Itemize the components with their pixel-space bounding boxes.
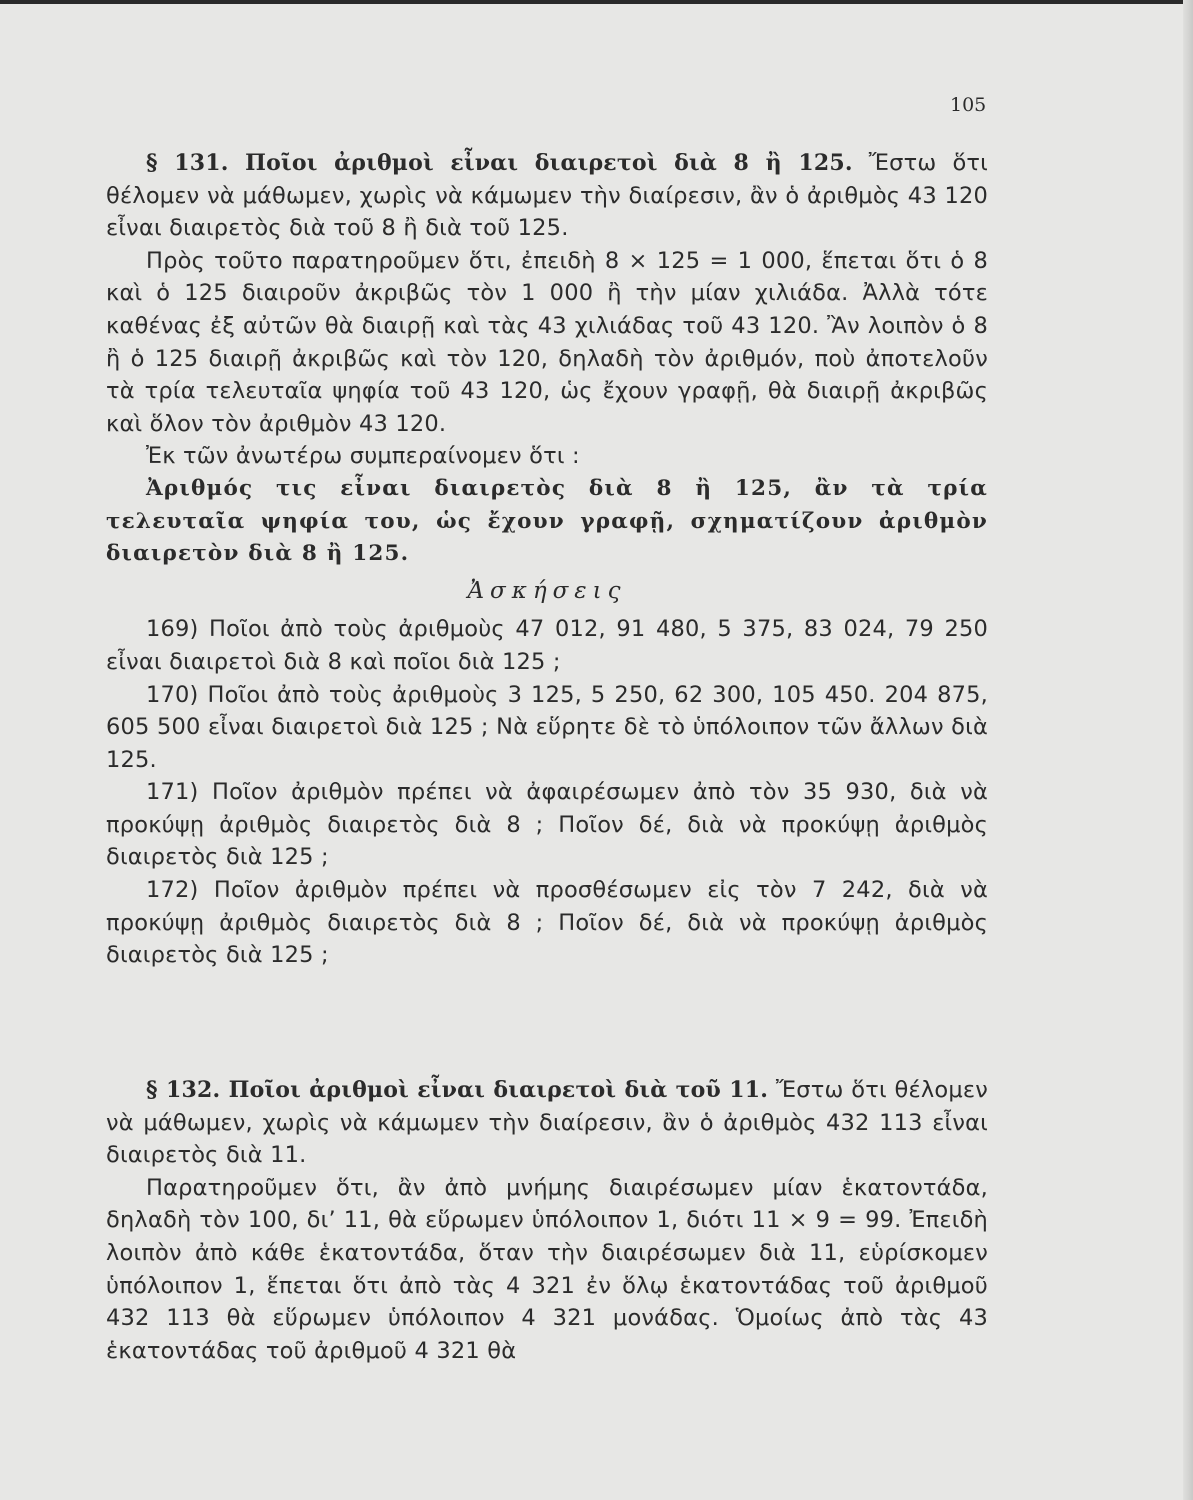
section-132-heading: § 132. Ποῖοι ἀριθμοὶ εἶναι διαιρετοὶ διὰ τοῦ 11. bbox=[146, 1077, 769, 1103]
exercise-170: 170) Ποῖοι ἀπὸ τοὺς ἀριθμοὺς 3 125, 5 250, 62 300, 105 450. 204 875, 605 500 εἶναι διαιρετοὶ διὰ 125 ; Νὰ εὕρητε δὲ τὸ ὑπόλοιπον τῶν ἄλλων διὰ 125. bbox=[106, 681, 988, 773]
exercises-title: Ἀσκήσεις bbox=[467, 577, 627, 604]
section-131 bbox=[106, 147, 988, 972]
section-132-paragraph: Παρατηροῦμεν ὅτι, ἂν ἀπὸ μνήμης διαιρέσωμεν μίαν ἑκατοντάδα, δηλαδὴ τὸν 100, δι’ 11, θὰ εὕρωμεν ὑπόλοιπον 1, διότι 11 × 9 = 99. Ἐπειδὴ λοιπὸν ἀπὸ κάθε ἑκατοντάδα, ὅταν τὴν διαιρέσωμεν διὰ 11, εὑρίσκομεν ὑπόλοιπον 1, ἕπεται ὅτι ἀπὸ τὰς 4 321 ἐν ὅλῳ ἑκατοντάδας τοῦ ἀριθμοῦ 432 113 θὰ εὕρωμεν ὑπόλοιπον 4 321 μονάδας. Ὁμοίως ἀπὸ τὰς 43 ἑκατοντάδας τοῦ ἀριθμοῦ 4 321 θὰ bbox=[106, 1174, 988, 1364]
section-131-intro bbox=[106, 147, 988, 245]
section-131-conclusion: Ἐκ τῶν ἀνωτέρω συμπεραίνομεν ὅτι : bbox=[146, 443, 580, 470]
exercise-169: 169) Ποῖοι ἀπὸ τοὺς ἀριθμοὺς 47 012, 91 480, 5 375, 83 024, 79 250 εἶναι διαιρετοὶ διὰ 8 καὶ ποῖοι διὰ 125 ; bbox=[106, 616, 988, 675]
page-number: 105 bbox=[950, 94, 987, 116]
page-edge-shadow bbox=[1183, 0, 1193, 1500]
section-132-intro bbox=[106, 1074, 988, 1172]
section-132 bbox=[106, 1074, 988, 1367]
exercise-172: 172) Ποῖον ἀριθμὸν πρέπει νὰ προσθέσωμεν εἰς τὸν 7 242, διὰ νὰ προκύψῃ ἀριθμὸς διαιρετὸς διὰ 8 ; Ποῖον δέ, διὰ νὰ προκύψῃ ἀριθμὸς διαιρετὸς διὰ 125 ; bbox=[106, 877, 988, 969]
section-131-intro-text: Ἔστω ὅτι θέλομεν νὰ μάθωμεν, χωρὶς νὰ κάμωμεν τὴν διαίρεσιν, ἂν ὁ ἀριθμὸς 43 120 εἶναι διαιρετὸς διὰ τοῦ 8 ἢ διὰ τοῦ 125. bbox=[106, 150, 988, 242]
section-131-heading: § 131. Ποῖοι ἀριθμοὶ εἶναι διαιρετοὶ διὰ 8 ἢ 125. bbox=[146, 150, 853, 176]
divisibility-rule: Ἀριθμός τις εἶναι διαιρετὸς διὰ 8 ἢ 125, ἂν τὰ τρία τελευταῖα ψηφία του, ὡς ἔχουν γραφῇ, σχηματίζουν ἀριθμὸν διαιρετὸν διὰ 8 ἢ 125. bbox=[106, 475, 988, 567]
section-132-intro-text: Ἔστω ὅτι θέλομεν νὰ μάθωμεν, χωρὶς νὰ κάμωμεν τὴν διαίρεσιν, ἂν ὁ ἀριθμὸς 432 113 εἶναι διαιρετὸς διὰ 11. bbox=[106, 1077, 988, 1169]
section-131-paragraph: Πρὸς τοῦτο παρατηροῦμεν ὅτι, ἐπειδὴ 8 × 125 = 1 000, ἕπεται ὅτι ὁ 8 καὶ ὁ 125 διαιροῦν ἀκριβῶς τὸν 1 000 ἢ τὴν μίαν χιλιάδα. Ἀλλὰ τότε καθένας ἐξ αὐτῶν θὰ διαιρῇ καὶ τὰς 43 χιλιάδας τοῦ 43 120. Ἂν λοιπὸν ὁ 8 ἢ ὁ 125 διαιρῇ ἀκριβῶς καὶ τὸν 120, δηλαδὴ τὸν ἀριθμόν, ποὺ ἀποτελοῦν τὰ τρία τελευταῖα ψηφία τοῦ 43 120, ὡς ἔχουν γραφῇ, θὰ διαιρῇ ἀκριβῶς καὶ ὅλον τὸν ἀριθμὸν 43 120. bbox=[106, 247, 988, 437]
scan-top-edge bbox=[0, 0, 1193, 4]
exercise-171: 171) Ποῖον ἀριθμὸν πρέπει νὰ ἀφαιρέσωμεν ἀπὸ τὸν 35 930, διὰ νὰ προκύψῃ ἀριθμὸς διαιρετὸς διὰ 8 ; Ποῖον δέ, διὰ νὰ προκύψῃ ἀριθμὸς διαιρετὸς διὰ 125 ; bbox=[106, 779, 988, 871]
